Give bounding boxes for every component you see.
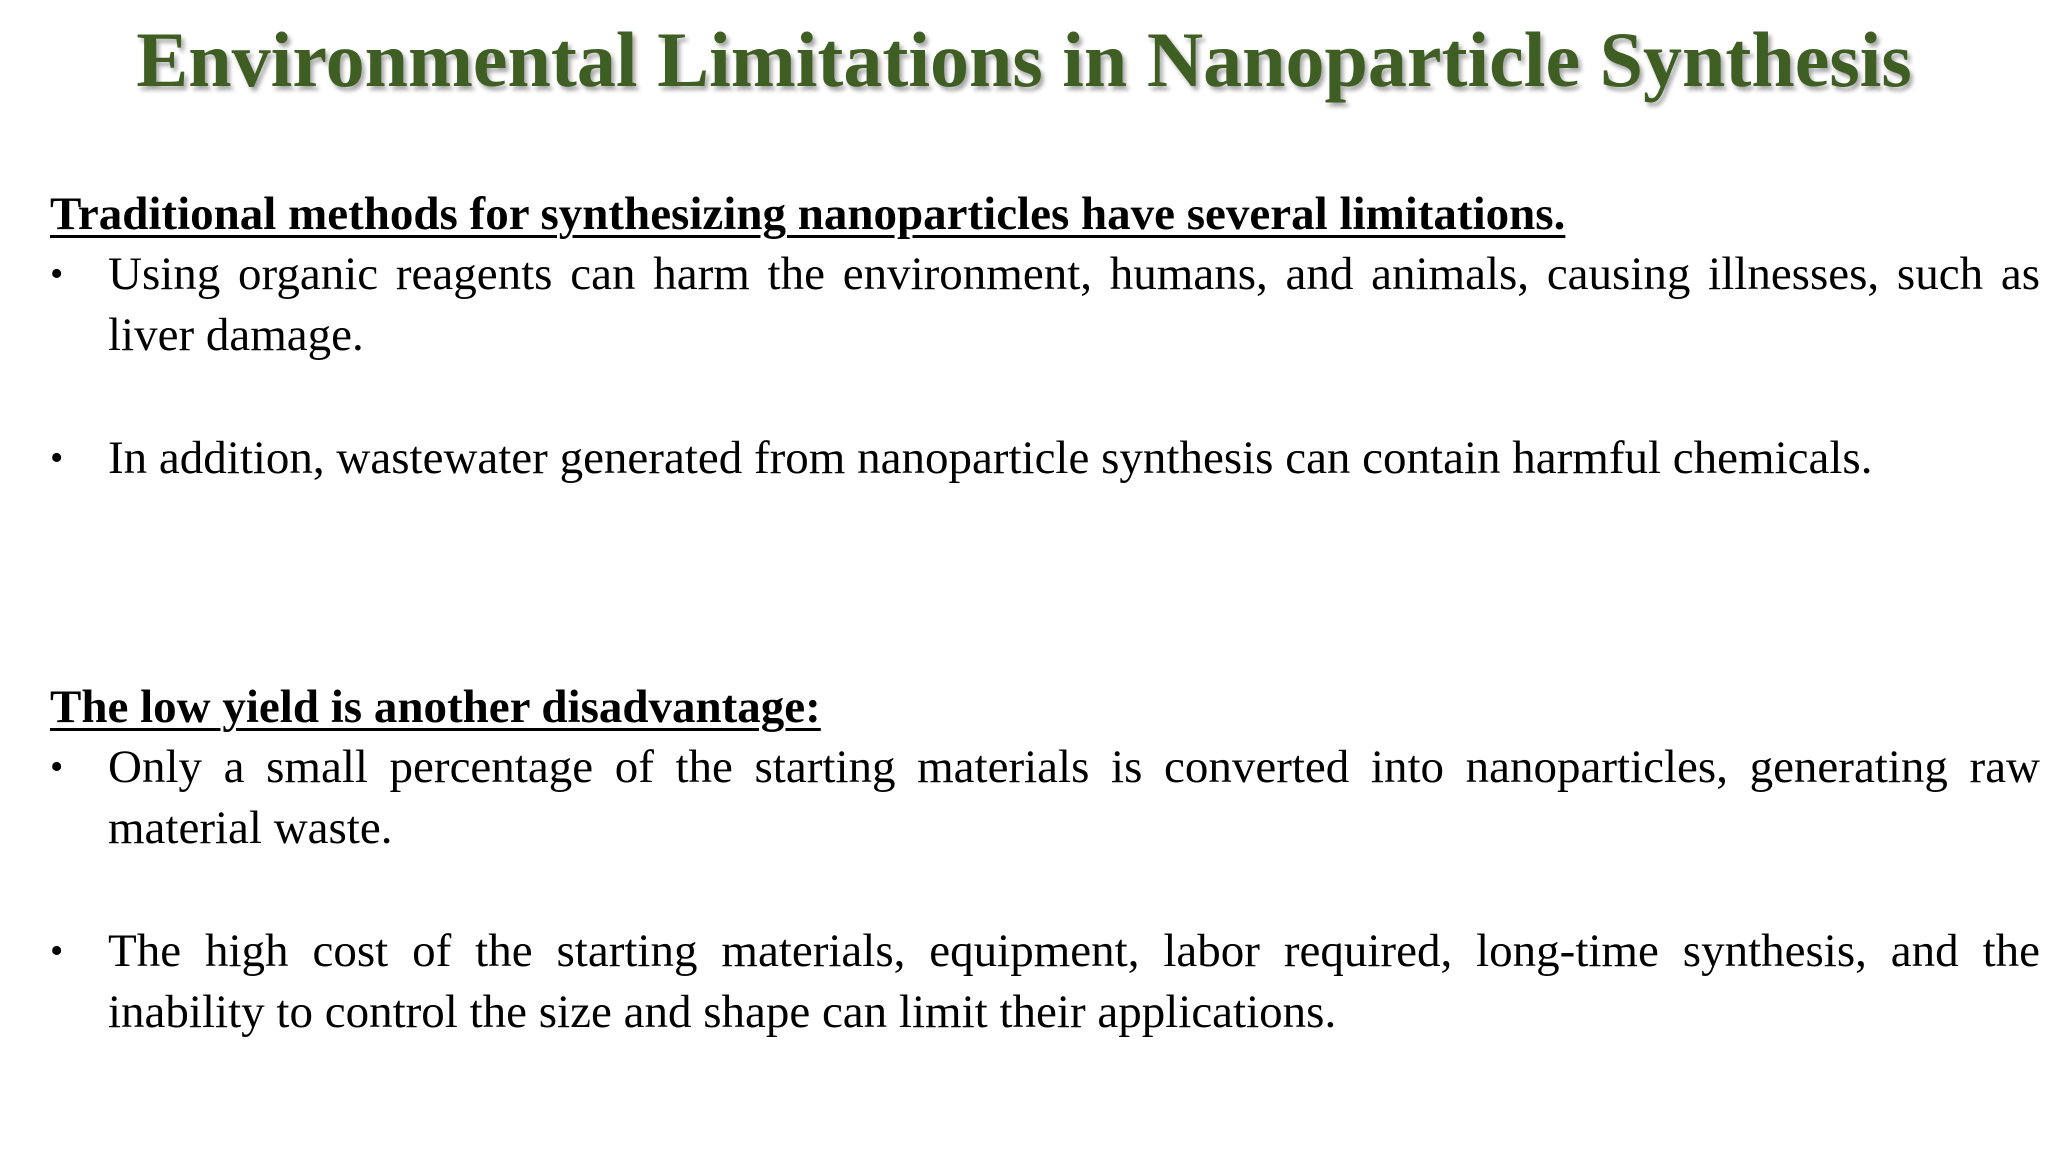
slide-title: Environmental Limitations in Nanoparticle Synthesis [136, 16, 1912, 103]
bullet-item [50, 244, 2040, 366]
bullet-item [50, 921, 2040, 1043]
section-low-yield [50, 677, 2040, 1043]
section-heading: Traditional methods for synthesizing nanoparticles have several limitations. [50, 188, 1566, 240]
bullet-icon: • [50, 930, 64, 972]
bullet-icon: • [50, 437, 64, 479]
bullet-icon: • [50, 746, 64, 788]
bullet-list [50, 737, 2040, 1043]
bullet-text: Only a small percentage of the starting materials is converted into nanoparticles, generating raw material waste. [108, 741, 2040, 854]
bullet-text: In addition, wastewater generated from nanoparticle synthesis can contain harmful chemicals. [108, 432, 1873, 484]
section-traditional-methods [50, 184, 2040, 489]
bullet-item [50, 428, 2040, 489]
bullet-item [50, 737, 2040, 859]
bullet-list [50, 244, 2040, 489]
section-heading: The low yield is another disadvantage: [50, 681, 821, 733]
bullet-text: Using organic reagents can harm the environment, humans, and animals, causing illnesses, such as liver damage. [108, 248, 2040, 361]
bullet-text: The high cost of the starting materials, equipment, labor required, long-time synthesis, and the inability to control the size and shape can limit their applications. [108, 925, 2040, 1038]
bullet-icon: • [50, 253, 64, 295]
